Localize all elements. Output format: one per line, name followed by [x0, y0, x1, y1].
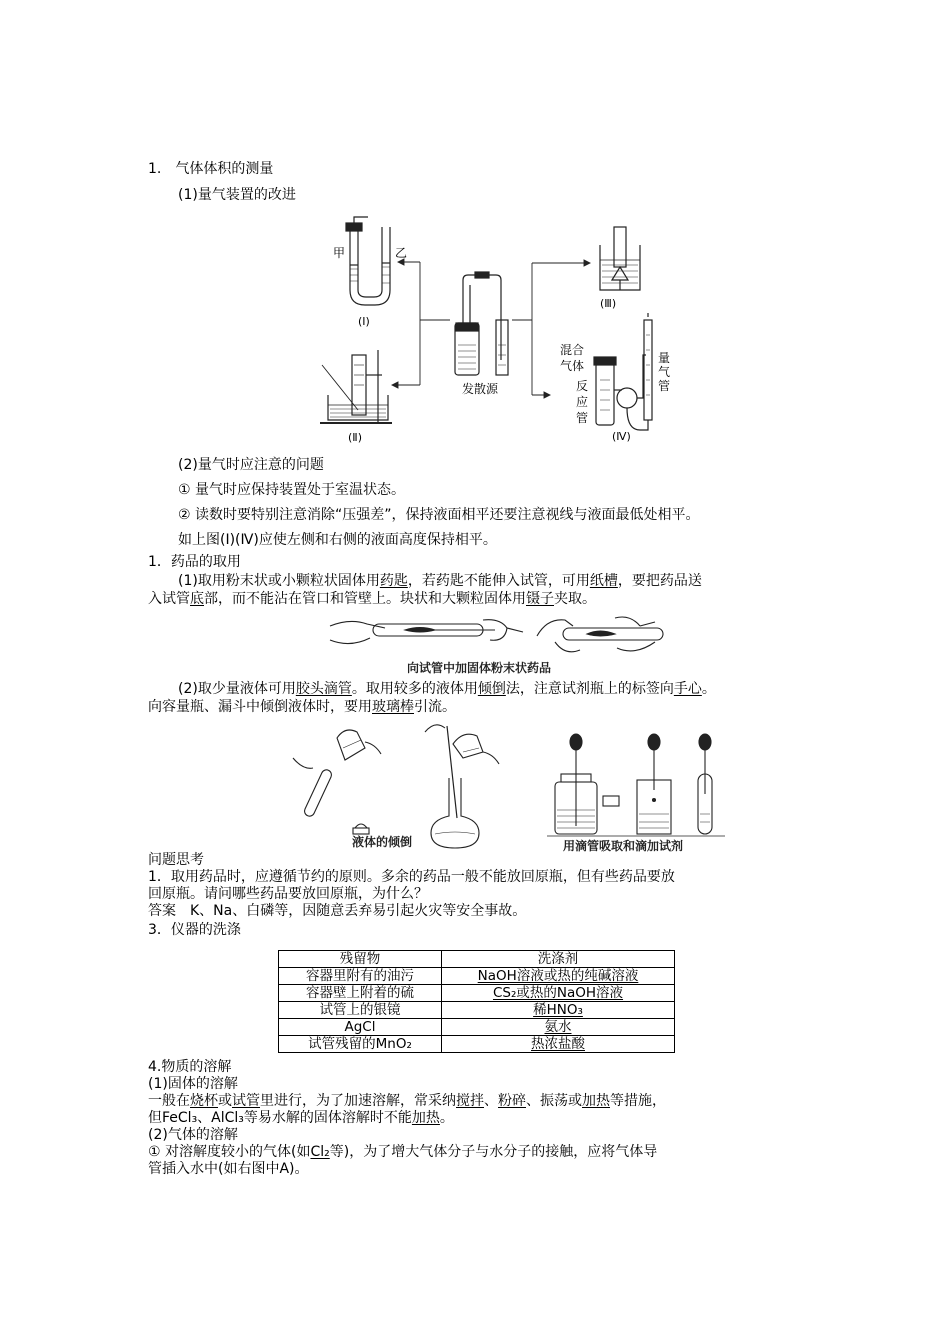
figure-liquid-handling [285, 718, 745, 853]
label-figure-IV: (Ⅳ) [612, 430, 631, 443]
section-heading-drug-taking: 1．药品的取用 [148, 554, 241, 570]
label-mixed-2: 气体 [560, 359, 585, 373]
table-cell: AgCl [279, 1019, 442, 1036]
precaution-item-3: 如上图(Ⅰ)(Ⅳ)应使左侧和右侧的液面高度保持相平。 [178, 532, 497, 548]
label-reaction-1: 反 [576, 379, 589, 393]
label-burette-3: 管 [658, 379, 671, 393]
table-cell: 容器里附有的油污 [279, 968, 442, 985]
subheading-gas-dissolving: (2)气体的溶解 [148, 1127, 238, 1143]
dissolving-line-3: ① 对溶解度较小的气体(如Cl₂等)，为了增大气体分子与水分子的接触，应将气体导 [148, 1144, 658, 1160]
label-reaction-2: 应 [576, 395, 589, 409]
figure-powder-adding [325, 608, 675, 676]
gas-source-apparatus [455, 272, 508, 375]
precaution-item-2: ② 读数时要特别注意消除“压强差”，保持液面相平还要注意视线与液面最低处相平。 [178, 507, 700, 523]
question-line-1: 1．取用药品时，应遵循节约的原则。多余的药品一般不能放回原瓶，但有些药品要放 [148, 869, 675, 885]
table-header-row [279, 951, 675, 968]
table-cell: 氨水 [442, 1019, 675, 1036]
caption-pouring: 液体的倾倒 [352, 835, 413, 849]
table-cell: 试管上的银镜 [279, 1002, 442, 1019]
question-line-2: 回原瓶。请问哪些药品要放回原瓶，为什么？ [148, 886, 428, 902]
beaker-funnel-apparatus [600, 227, 640, 290]
subheading-apparatus: (1)量气装置的改进 [178, 187, 296, 203]
label-yi: 乙 [395, 246, 408, 260]
dissolving-line-2: 但FeCl₃、AlCl₃等易水解的固体溶解时不能加热。 [148, 1110, 454, 1126]
table-row [279, 1019, 675, 1036]
section-heading-washing: 3．仪器的洗涤 [148, 922, 241, 938]
washing-table [278, 950, 675, 1053]
paragraph-solid-line2: 入试管底部，而不能沾在管口和管壁上。块状和大颗粒固体用镊子夹取。 [148, 591, 596, 607]
table-row [279, 985, 675, 1002]
paragraph-liquid-line1: (2)取少量液体可用胶头滴管。取用较多的液体用倾倒法，注意试剂瓶上的标签向手心。 [178, 681, 716, 697]
label-reaction-3: 管 [576, 411, 589, 425]
table-row [279, 1002, 675, 1019]
paragraph-liquid-line2: 向容量瓶、漏斗中倾倒液体时，要用玻璃棒引流。 [148, 699, 456, 715]
answer-line: 答案 K、Na、白磷等，因随意丢弃易引起火灾等安全事故。 [148, 903, 527, 919]
label-figure-II: (Ⅱ) [348, 431, 362, 444]
question-heading: 问题思考 [148, 852, 204, 868]
label-mixed-1: 混合 [560, 343, 585, 357]
paragraph-solid-line1: (1)取用粉末状或小颗粒状固体用药匙，若药匙不能伸入试管，可用纸槽，要把药品送 [178, 573, 702, 589]
label-gas-source: 发散源 [462, 382, 499, 396]
table-cell: CS₂或热的NaOH溶液 [442, 985, 675, 1002]
label-burette-2: 气 [658, 365, 671, 379]
table-cell: 容器壁上附着的硫 [279, 985, 442, 1002]
subheading-precautions: (2)量气时应注意的问题 [178, 457, 324, 473]
precaution-item-1: ① 量气时应保持装置处于室温状态。 [178, 482, 406, 498]
label-jia: 甲 [333, 246, 346, 260]
dissolving-line-1: 一般在烧杯或试管里进行，为了加速溶解，常采纳搅拌、粉碎、振荡或加热等措施， [148, 1093, 666, 1109]
section-heading-gas-volume: 1. 气体体积的测量 [148, 161, 274, 177]
caption-dropper: 用滴管吸取和滴加试剂 [563, 839, 684, 853]
reaction-tube-apparatus [594, 313, 652, 430]
label-burette-1: 量 [658, 351, 671, 365]
table-cell: 稀HNO₃ [442, 1002, 675, 1019]
u-tube-apparatus [346, 217, 390, 305]
table-row [279, 968, 675, 985]
section-heading-dissolving: 4.物质的溶解 [148, 1059, 232, 1075]
figure-gas-measurement [300, 205, 700, 450]
subheading-solid-dissolving: (1)固体的溶解 [148, 1076, 238, 1092]
dissolving-line-4: 管插入水中(如右图中A)。 [148, 1161, 309, 1177]
table-header-residue: 残留物 [279, 951, 442, 968]
label-figure-III: (Ⅲ) [600, 297, 617, 310]
table-cell: 试管残留的MnO₂ [279, 1036, 442, 1053]
table-cell: NaOH溶液或热的纯碱溶液 [442, 968, 675, 985]
connector-lines [392, 259, 590, 398]
label-figure-I: (Ⅰ) [358, 315, 370, 328]
water-bath-apparatus [320, 350, 392, 423]
caption-powder: 向试管中加固体粉末状药品 [407, 661, 552, 675]
table-cell: 热浓盐酸 [442, 1036, 675, 1053]
table-header-detergent: 洗涤剂 [442, 951, 675, 968]
table-row [279, 1036, 675, 1053]
